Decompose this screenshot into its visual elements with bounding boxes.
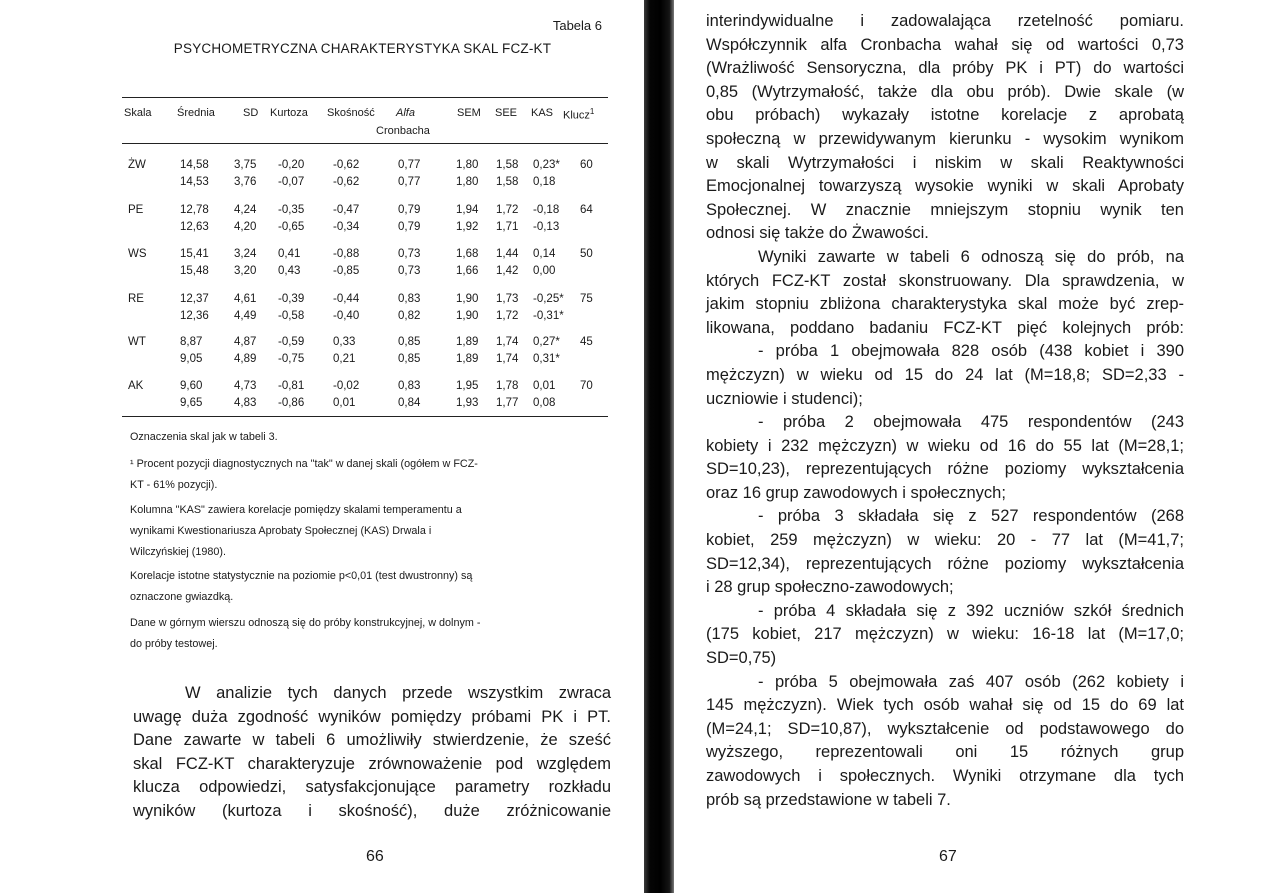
cell-alfa: 0,82 [398, 310, 421, 322]
body-line: - próba 4 składała się z 392 uczniów szkół średnich [758, 601, 1184, 620]
cell-sem: 1,80 [456, 159, 479, 171]
cell-kas: 0,23* [533, 159, 560, 171]
cell-sem: 1,80 [456, 176, 479, 188]
cell-sem: 1,93 [456, 397, 479, 409]
cell-sem: 1,68 [456, 248, 479, 260]
cell-sem: 1,90 [456, 310, 479, 322]
col-header-sem: SEM [457, 107, 481, 119]
cell-see: 1,72 [496, 310, 519, 322]
cell-skosnosc: -0,47 [333, 204, 360, 216]
body-line: uwagę duża zgodność wyników pomiędzy próbami PK i PT. [133, 707, 611, 726]
cell-sem: 1,66 [456, 265, 479, 277]
cell-skosnosc: -0,62 [333, 159, 360, 171]
body-line: wyższego, reprezentowali oni 15 różnych grup [706, 743, 1184, 762]
scale-name: AK [128, 380, 144, 392]
cell-kurtoza: -0,86 [278, 397, 305, 409]
cell-alfa: 0,85 [398, 353, 421, 365]
cell-sd: 3,75 [234, 159, 257, 171]
table-note [130, 454, 600, 496]
col-header-cronbacha: Cronbacha [376, 125, 430, 137]
cell-kurtoza: 0,43 [278, 265, 301, 277]
table-title: PSYCHOMETRYCZNA CHARAKTERYSTYKA SKAL FCZ-KT [173, 41, 552, 56]
note-line: wynikami Kwestionariusza Aprobaty Społecznej (KAS) Drwala i [130, 525, 432, 537]
body-line: (175 kobiet, 217 mężczyzn) w wieku: 16-18 lat (M=17,0; [706, 625, 1184, 644]
cell-srednia: 14,58 [180, 159, 209, 171]
note-line: oznaczone gwiazdką. [130, 591, 234, 603]
body-line: oraz 16 grup zawodowych i społecznych; [706, 483, 1006, 502]
cell-kas: 0,14 [533, 248, 556, 260]
cell-alfa: 0,83 [398, 380, 421, 392]
cell-srednia: 12,63 [180, 221, 209, 233]
body-line: skal FCZ-KT charakteryzuje zrównoważenie pod względem [133, 754, 611, 773]
cell-kurtoza: -0,39 [278, 293, 305, 305]
scale-name: PE [128, 204, 144, 216]
cell-srednia: 12,37 [180, 293, 209, 305]
cell-kurtoza: -0,07 [278, 176, 305, 188]
cell-see: 1,74 [496, 353, 519, 365]
cell-see: 1,77 [496, 397, 519, 409]
cell-alfa: 0,79 [398, 204, 421, 216]
cell-skosnosc: -0,40 [333, 310, 360, 322]
left-body-text [133, 682, 611, 824]
cell-klucz: 70 [580, 380, 593, 392]
note-line: Oznaczenia skal jak w tabeli 3. [130, 431, 278, 443]
cell-alfa: 0,84 [398, 397, 421, 409]
cell-srednia: 15,48 [180, 265, 209, 277]
right-page [676, 0, 1263, 893]
note-line: do próby testowej. [130, 638, 218, 650]
body-line: których FCZ-KT został skonstruowany. Dla sprawdzenia, w [706, 271, 1184, 290]
body-line: SD=12,34), reprezentujących różne poziomy wykształcenia [706, 554, 1184, 573]
cell-alfa: 0,73 [398, 248, 421, 260]
cell-sem: 1,89 [456, 336, 479, 348]
table-note [130, 500, 600, 563]
col-header-kas: KAS [531, 107, 554, 119]
cell-kurtoza: -0,20 [278, 159, 305, 171]
cell-klucz: 60 [580, 159, 593, 171]
cell-kurtoza: -0,35 [278, 204, 305, 216]
col-header-see: SEE [495, 107, 518, 119]
table-header-rule [122, 143, 608, 144]
body-line: W analizie tych danych przede wszystkim zwraca [185, 684, 611, 702]
cell-skosnosc: -0,34 [333, 221, 360, 233]
col-header-skosnosc: Skośność [327, 107, 375, 119]
cell-sem: 1,94 [456, 204, 479, 216]
cell-klucz: 64 [580, 204, 593, 216]
cell-kas: -0,13 [533, 221, 560, 233]
book-spine [644, 0, 674, 893]
scale-name: WT [128, 336, 146, 348]
cell-sd: 4,61 [234, 293, 257, 305]
body-line: kobiety i 232 mężczyzn) w wieku od 16 do 55 lat (M=28,1; [706, 436, 1184, 455]
cell-sem: 1,92 [456, 221, 479, 233]
cell-skosnosc: 0,33 [333, 336, 356, 348]
col-header-alfa: Alfa [396, 107, 415, 119]
body-line: SD=0,75) [706, 649, 777, 668]
table-top-rule [122, 97, 608, 98]
table-note [130, 613, 600, 655]
cell-see: 1,58 [496, 176, 519, 188]
cell-kas: -0,31* [533, 310, 564, 322]
cell-kas: 0,00 [533, 265, 556, 277]
cell-klucz: 50 [580, 248, 593, 260]
cell-klucz: 75 [580, 293, 593, 305]
cell-see: 1,74 [496, 336, 519, 348]
body-line: w skali Wytrzymałości i niskim w skali Reaktywności [706, 153, 1184, 172]
note-line: Dane w górnym wierszu odnoszą się do próby konstrukcyjnej, w dolnym - [130, 617, 481, 629]
body-line: społeczną w przewidywanym kierunku - wysokim wynikom [706, 129, 1184, 148]
cell-see: 1,78 [496, 380, 519, 392]
cell-kurtoza: -0,59 [278, 336, 305, 348]
col-header-srednia: Średnia [177, 107, 215, 119]
cell-skosnosc: -0,44 [333, 293, 360, 305]
cell-alfa: 0,77 [398, 159, 421, 171]
note-line: ¹ Procent pozycji diagnostycznych na "tak" w danej skali (ogółem w FCZ- [130, 458, 478, 470]
body-line: (M=24,1; SD=10,87), wykształcenie od podstawowego do [706, 719, 1184, 738]
body-line: obu próbach) wykazały istotne korelacje z aprobatą [706, 106, 1184, 125]
table-bottom-rule [122, 416, 608, 417]
cell-srednia: 9,65 [180, 397, 203, 409]
cell-sd: 3,24 [234, 248, 257, 260]
cell-sd: 3,20 [234, 265, 257, 277]
body-line: prób są przedstawione w tabeli 7. [706, 790, 951, 809]
body-line: SD=10,23), reprezentujących różne poziomy wykształcenia [706, 460, 1184, 479]
body-line: klucza odpowiedzi, satysfakcjonujące parametry rozkładu [133, 778, 611, 797]
body-line: - próba 1 obejmowała 828 osób (438 kobiet i 390 [758, 342, 1184, 361]
cell-sd: 4,73 [234, 380, 257, 392]
note-line: Korelacje istotne statystycznie na poziomie p<0,01 (test dwustronny) są [130, 570, 473, 582]
body-line: wyników (kurtoza i skośność), duże zróżnicowanie [133, 801, 611, 820]
cell-skosnosc: -0,62 [333, 176, 360, 188]
page-number-right: 67 [939, 848, 957, 865]
body-line: 145 mężczyzn). Wiek tych osób wahał się od 15 do 69 lat [706, 696, 1184, 715]
scale-name: WS [128, 248, 147, 260]
cell-see: 1,42 [496, 265, 519, 277]
table-note [130, 427, 600, 448]
cell-kurtoza: -0,58 [278, 310, 305, 322]
cell-kas: 0,27* [533, 336, 560, 348]
note-line: Kolumna "KAS" zawiera korelacje pomiędzy skalami temperamentu a [130, 504, 462, 516]
cell-kas: -0,18 [533, 204, 560, 216]
body-line: zawodowych i społecznych. Wyniki otrzymane dla tych [706, 767, 1184, 785]
cell-klucz: 45 [580, 336, 593, 348]
cell-skosnosc: 0,21 [333, 353, 356, 365]
klucz-label: Klucz [563, 109, 590, 122]
col-header-kurtoza: Kurtoza [270, 107, 308, 119]
cell-sem: 1,89 [456, 353, 479, 365]
cell-see: 1,73 [496, 293, 519, 305]
cell-sd: 4,20 [234, 221, 257, 233]
body-line: Dane zawarte w tabeli 6 umożliwiły stwierdzenie, że sześć [133, 731, 611, 750]
scale-name: ŻW [128, 159, 146, 171]
body-line: kobiet, 259 mężczyzn) w wieku: 20 - 77 lat (M=41,7; [706, 531, 1184, 550]
cell-srednia: 15,41 [180, 248, 209, 260]
cell-srednia: 12,36 [180, 310, 209, 322]
body-line: jakim stopniu zbliżona charakterystyka skal może być zrep- [706, 295, 1184, 314]
cell-srednia: 14,53 [180, 176, 209, 188]
cell-sd: 4,24 [234, 204, 257, 216]
cell-sem: 1,90 [456, 293, 479, 305]
cell-alfa: 0,77 [398, 176, 421, 188]
note-line: Wilczyńskiej (1980). [130, 546, 226, 558]
cell-alfa: 0,83 [398, 293, 421, 305]
cell-srednia: 12,78 [180, 204, 209, 216]
body-line: 0,85 (Wytrzymałość, także dla obu prób). Dwie skale (w [706, 82, 1184, 101]
cell-skosnosc: -0,88 [333, 248, 360, 260]
cell-sd: 3,76 [234, 176, 257, 188]
cell-see: 1,58 [496, 159, 519, 171]
col-header-klucz [563, 107, 594, 122]
cell-see: 1,72 [496, 204, 519, 216]
cell-sd: 4,87 [234, 336, 257, 348]
cell-skosnosc: -0,85 [333, 265, 360, 277]
col-header-skala: Skala [124, 107, 152, 119]
cell-sem: 1,95 [456, 380, 479, 392]
body-line: Współczynnik alfa Cronbacha wahał się od wartości 0,73 [706, 35, 1184, 54]
cell-see: 1,71 [496, 221, 519, 233]
cell-skosnosc: -0,02 [333, 380, 360, 392]
cell-kurtoza: -0,65 [278, 221, 305, 233]
cell-srednia: 9,05 [180, 353, 203, 365]
scale-name: RE [128, 293, 144, 305]
body-line: interindywidualne i zadowalająca rzetelność pomiaru. [706, 12, 1184, 30]
body-line: - próba 3 składała się z 527 respondentów (268 [758, 507, 1184, 526]
cell-alfa: 0,85 [398, 336, 421, 348]
right-body-text [706, 10, 1184, 812]
cell-skosnosc: 0,01 [333, 397, 356, 409]
cell-kas: 0,18 [533, 176, 556, 188]
body-line: (Wrażliwość Sensoryczna, dla próby PK i PT) do wartości [706, 59, 1184, 78]
table-label: Tabela 6 [552, 18, 602, 33]
body-line: mężczyzn) w wieku od 15 do 24 lat (M=18,8; SD=2,33 - [706, 365, 1184, 384]
body-line: likowana, poddano badaniu FCZ-KT pięć kolejnych prób: [706, 318, 1184, 337]
klucz-footnote-mark: 1 [589, 107, 595, 116]
cell-kas: 0,01 [533, 380, 556, 392]
cell-alfa: 0,79 [398, 221, 421, 233]
cell-kurtoza: -0,81 [278, 380, 305, 392]
cell-sd: 4,89 [234, 353, 257, 365]
body-line: uczniowie i studenci); [706, 389, 863, 408]
cell-sd: 4,49 [234, 310, 257, 322]
body-line: - próba 2 obejmowała 475 respondentów (243 [758, 413, 1184, 432]
cell-alfa: 0,73 [398, 265, 421, 277]
cell-kas: -0,25* [533, 293, 564, 305]
cell-kurtoza: -0,75 [278, 353, 305, 365]
cell-kurtoza: 0,41 [278, 248, 301, 260]
body-line: Wyniki zawarte w tabeli 6 odnoszą się do prób, na [758, 247, 1184, 266]
cell-srednia: 9,60 [180, 380, 203, 392]
note-line: KT - 61% pozycji). [130, 479, 218, 491]
cell-kas: 0,08 [533, 397, 556, 409]
cell-kas: 0,31* [533, 353, 560, 365]
body-line: odnosi się także do Żwawości. [706, 224, 929, 243]
page-number-left: 66 [366, 848, 384, 865]
cell-srednia: 8,87 [180, 336, 203, 348]
body-line: i 28 grup społeczno-zawodowych; [706, 578, 954, 597]
cell-see: 1,44 [496, 248, 519, 260]
table-note [130, 566, 600, 608]
body-line: Emocjonalnej towarzyszą wysokie wyniki w skali Aprobaty [706, 177, 1184, 196]
body-line: Społecznej. W znacznie mniejszym stopniu wynik ten [706, 200, 1184, 219]
body-line: - próba 5 obejmowała zaś 407 osób (262 kobiety i [758, 672, 1184, 691]
cell-sd: 4,83 [234, 397, 257, 409]
col-header-sd: SD [243, 107, 259, 119]
